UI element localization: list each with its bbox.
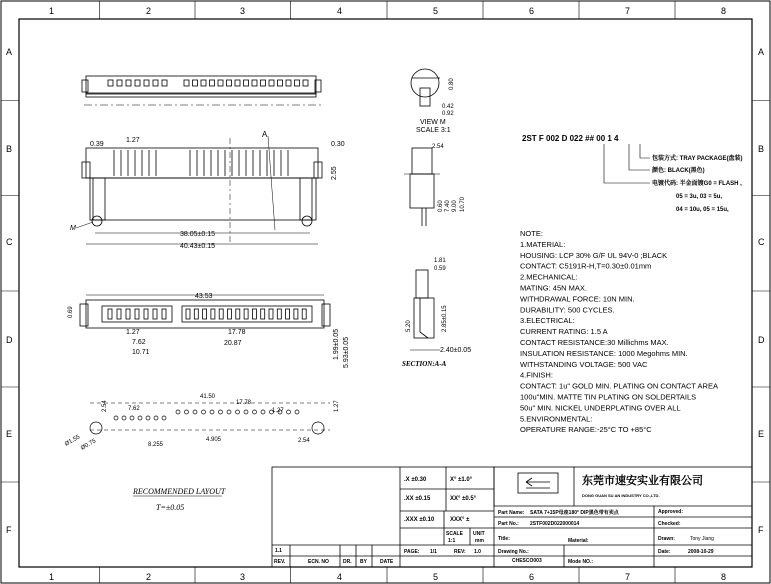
border-col-top: 7 (625, 6, 631, 16)
dim-0-92: 0.92 (442, 111, 454, 117)
part-no-label: Part No.: (498, 521, 519, 527)
dim-43-53: 43.53 (195, 293, 213, 300)
dim-10-71: 10.71 (132, 349, 150, 356)
border-col-bottom: 6 (529, 572, 535, 582)
dim-40-43: 40.43±0.15 (180, 243, 215, 250)
tol-deg2: XX° ±0.5° (450, 496, 477, 502)
border-col-top: 8 (721, 6, 727, 16)
border-col-bottom: 8 (721, 572, 727, 582)
note-line: CURRENT RATING: 1.5 A (520, 327, 608, 337)
note-line: 50u" MIN. NICKEL UNDERPLATING OVER ALL (520, 403, 681, 413)
border-col-top: 5 (433, 6, 439, 16)
layout-title: RECOMMENDED LAYOUT (133, 487, 226, 496)
note-line: WITHSTANDING VOLTAGE: 500 VAC (520, 359, 648, 369)
note-line: 3.ELECTRICAL: (520, 316, 575, 326)
note-line: WITHDRAWAL FORCE: 10N MIN. (520, 294, 635, 304)
note-line: 1.MATERIAL: (520, 239, 566, 249)
dim-0-60: 0.60 (438, 200, 444, 212)
part-number-code: 2ST F 002 D 022 ## 00 1 4 (522, 134, 619, 143)
dim-2-54c: 2.54 (298, 438, 310, 444)
company-cn: 东莞市速安实业有限公司 (582, 475, 703, 487)
dim-1-99: 1.99±0.05 (333, 328, 340, 360)
dim-41-50: 41.50 (200, 394, 216, 400)
border-col-top: 3 (240, 6, 246, 16)
hdr-date: DATE (380, 559, 394, 565)
note-line: MATING: 45N MAX. (520, 283, 587, 293)
note-line: INSULATION RESISTANCE: 1000 Megohms MIN. (520, 348, 688, 358)
note-line: 2.MECHANICAL: (520, 272, 578, 282)
drawn-label: Drawn: (658, 536, 675, 542)
note-line: NOTE: (520, 229, 543, 238)
border-row-right: E (758, 429, 765, 439)
dim-38-05: 38.05±0.15 (180, 231, 215, 238)
date-value: 2008-10-29 (688, 549, 714, 555)
mode-no-label: Mode NO.: (568, 559, 593, 565)
pn-line-3: 电镀代码: 半金面镀G0 = FLASH , (652, 181, 742, 187)
dim-0-59: 0.59 (434, 266, 446, 272)
pn-line-1: 包装方式: TRAY PACKAGE(盘装) (652, 156, 743, 162)
section-a-a (410, 270, 440, 350)
dim-4-905: 4.905 (206, 437, 222, 443)
dim-dia-0-75: Ø0.75 (80, 438, 98, 452)
dim-2-54: 2.54 (432, 144, 444, 150)
rev-label: REV: (454, 549, 466, 555)
border-col-bottom: 5 (433, 572, 439, 582)
dim-10-70: 10.70 (460, 196, 466, 212)
note-line: 100u"MIN. MATTE TIN PLATING ON SOLDERTAILS (520, 392, 697, 402)
note-line: HOUSING: LCP 30% G/F UL 94V-0 ;BLACK (520, 250, 668, 260)
label-m: M (70, 225, 76, 232)
layout-tolerance: T=±0.05 (156, 503, 185, 512)
tol-xx: .XX ±0.15 (404, 496, 431, 502)
border-row-labels (1, 47, 770, 535)
hdr-rev: REV. (274, 559, 286, 565)
dim-2-54b: 2.54 (102, 400, 108, 412)
material-label: Material: (568, 538, 589, 544)
border-row-right: D (758, 335, 765, 345)
border-row-left: D (6, 335, 13, 345)
border-row-left: E (6, 429, 13, 439)
dim-7-40: 7.40 (445, 200, 451, 212)
notes-block (520, 229, 718, 434)
hdr-ecn: ECN. NO (308, 559, 329, 565)
company-en: DONG GUAN SU AN INDUSTRY CO.,LTD. (582, 493, 660, 498)
unit-label: UNIT (473, 531, 485, 537)
border-row-right: F (758, 525, 764, 535)
border-col-bottom: 3 (240, 572, 246, 582)
drawn-value: Tony Jiang (690, 536, 714, 542)
unit-value: mm (475, 538, 484, 544)
dim-0-39: 0.39 (90, 141, 104, 148)
border-col-bottom: 4 (337, 572, 343, 582)
dim-1-27: 1.27 (126, 137, 140, 144)
border-row-left: B (6, 144, 13, 154)
dim-20-87: 20.87 (224, 340, 242, 347)
view-m-detail (411, 69, 440, 106)
label-a: A (262, 130, 268, 139)
dim-8-255: 8.255 (148, 442, 164, 448)
scale-value: 1:1 (448, 538, 456, 544)
border-col-bottom: 7 (625, 572, 631, 582)
drawing-no: CHESCO003 (512, 558, 542, 564)
scale-label: SCALE (446, 531, 463, 537)
note-line: CONTACT: C5191R-H,T=0.30±0.01mm (520, 261, 652, 271)
dim-5-20: 5.20 (406, 320, 412, 332)
top-view (82, 76, 322, 105)
border-row-left: C (6, 237, 13, 247)
dim-9-00: 9.00 (452, 200, 458, 212)
dim-2-40: 2.40±0.05 (440, 347, 472, 354)
border-col-top: 6 (529, 6, 535, 16)
date-label: Date: (658, 549, 671, 555)
dim-7-62: 7.62 (132, 339, 146, 346)
tol-x: .X ±0.30 (404, 477, 427, 483)
pn-line-5: 04 = 10u, 05 = 15u, (676, 207, 729, 213)
note-line: OPERATURE RANGE:-25°C TO +85°C (520, 425, 652, 435)
dim-0-80: 0.80 (449, 78, 455, 90)
rev-row: 1.1 (275, 548, 282, 554)
hdr-by: BY (360, 559, 367, 565)
pn-line-2: 颜色: BLACK(黑色) (652, 168, 705, 174)
dim-1-27d: 1.27 (334, 400, 340, 412)
part-name-label: Part Name: (498, 510, 525, 516)
border-row-left: F (6, 525, 12, 535)
drawing-no-label: Drawing No.: (498, 549, 529, 555)
dim-17-78b: 17.78 (236, 400, 252, 406)
part-no: 2STF002D022000014 (530, 521, 580, 527)
border-col-bottom: 1 (49, 572, 55, 582)
hdr-dr: DR. (343, 559, 352, 565)
border-row-left: A (6, 47, 13, 57)
note-line: 5.ENVIRONMENTAL: (520, 414, 593, 424)
pn-line-4: 05 = 3u, 03 = 5u, (676, 194, 723, 200)
dim-dia-1-55: Ø1.55 (64, 434, 82, 448)
approved-label: Approved: (658, 509, 683, 515)
side-view (404, 148, 440, 226)
dim-1-27b: 1.27 (126, 329, 140, 336)
dim-7-62b: 7.62 (128, 406, 140, 412)
border-row-right: C (758, 237, 765, 247)
dim-1-27c: 1.27 (272, 408, 284, 414)
border-col-top: 1 (49, 6, 55, 16)
border-col-top: 2 (146, 6, 152, 16)
dim-5-93: 5.93±0.05 (343, 336, 350, 368)
part-number-leaders (604, 144, 650, 183)
part-name: SATA 7+15P母座180° DIP黑色带有卖点 (530, 510, 619, 516)
note-line: DURABILITY: 500 CYCLES. (520, 305, 615, 315)
dim-0-42: 0.42 (442, 104, 454, 110)
note-line: 4.FINISH: (520, 370, 553, 380)
dim-0-69: 0.69 (68, 306, 74, 318)
section-title: SECTION:A-A (402, 360, 447, 368)
page-label: PAGE: (404, 549, 420, 555)
tol-deg1: X° ±1.0° (450, 477, 473, 483)
border-row-right: B (758, 144, 765, 154)
rev-value: 1.0 (474, 549, 481, 555)
tol-xxx: .XXX ±0.10 (404, 517, 435, 523)
dim-2-55: 2.55 (331, 166, 338, 180)
border-col-top: 4 (337, 6, 343, 16)
tol-deg3: XXX° ± (450, 517, 470, 523)
dim-2-85: 2.85±0.15 (442, 305, 448, 332)
view-m-title: VIEW M (420, 119, 446, 126)
dim-1-81: 1.81 (434, 258, 446, 264)
recommended-layout (90, 403, 330, 434)
note-line: CONTACT RESISTANCE:30 Millichms MAX. (520, 338, 669, 347)
title-label: Title: (498, 536, 510, 542)
checked-label: Checked: (658, 521, 681, 527)
note-line: CONTACT: 1u" GOLD MIN. PLATING ON CONTACT AREA (520, 381, 718, 391)
view-m-scale: SCALE 3:1 (416, 127, 451, 134)
plan-view (76, 136, 322, 244)
dim-0-30: 0.30 (331, 141, 345, 148)
border-col-bottom: 2 (146, 572, 152, 582)
page-value: 1/1 (430, 549, 437, 555)
border-row-right: A (758, 47, 765, 57)
dim-17-78: 17.78 (228, 329, 246, 336)
